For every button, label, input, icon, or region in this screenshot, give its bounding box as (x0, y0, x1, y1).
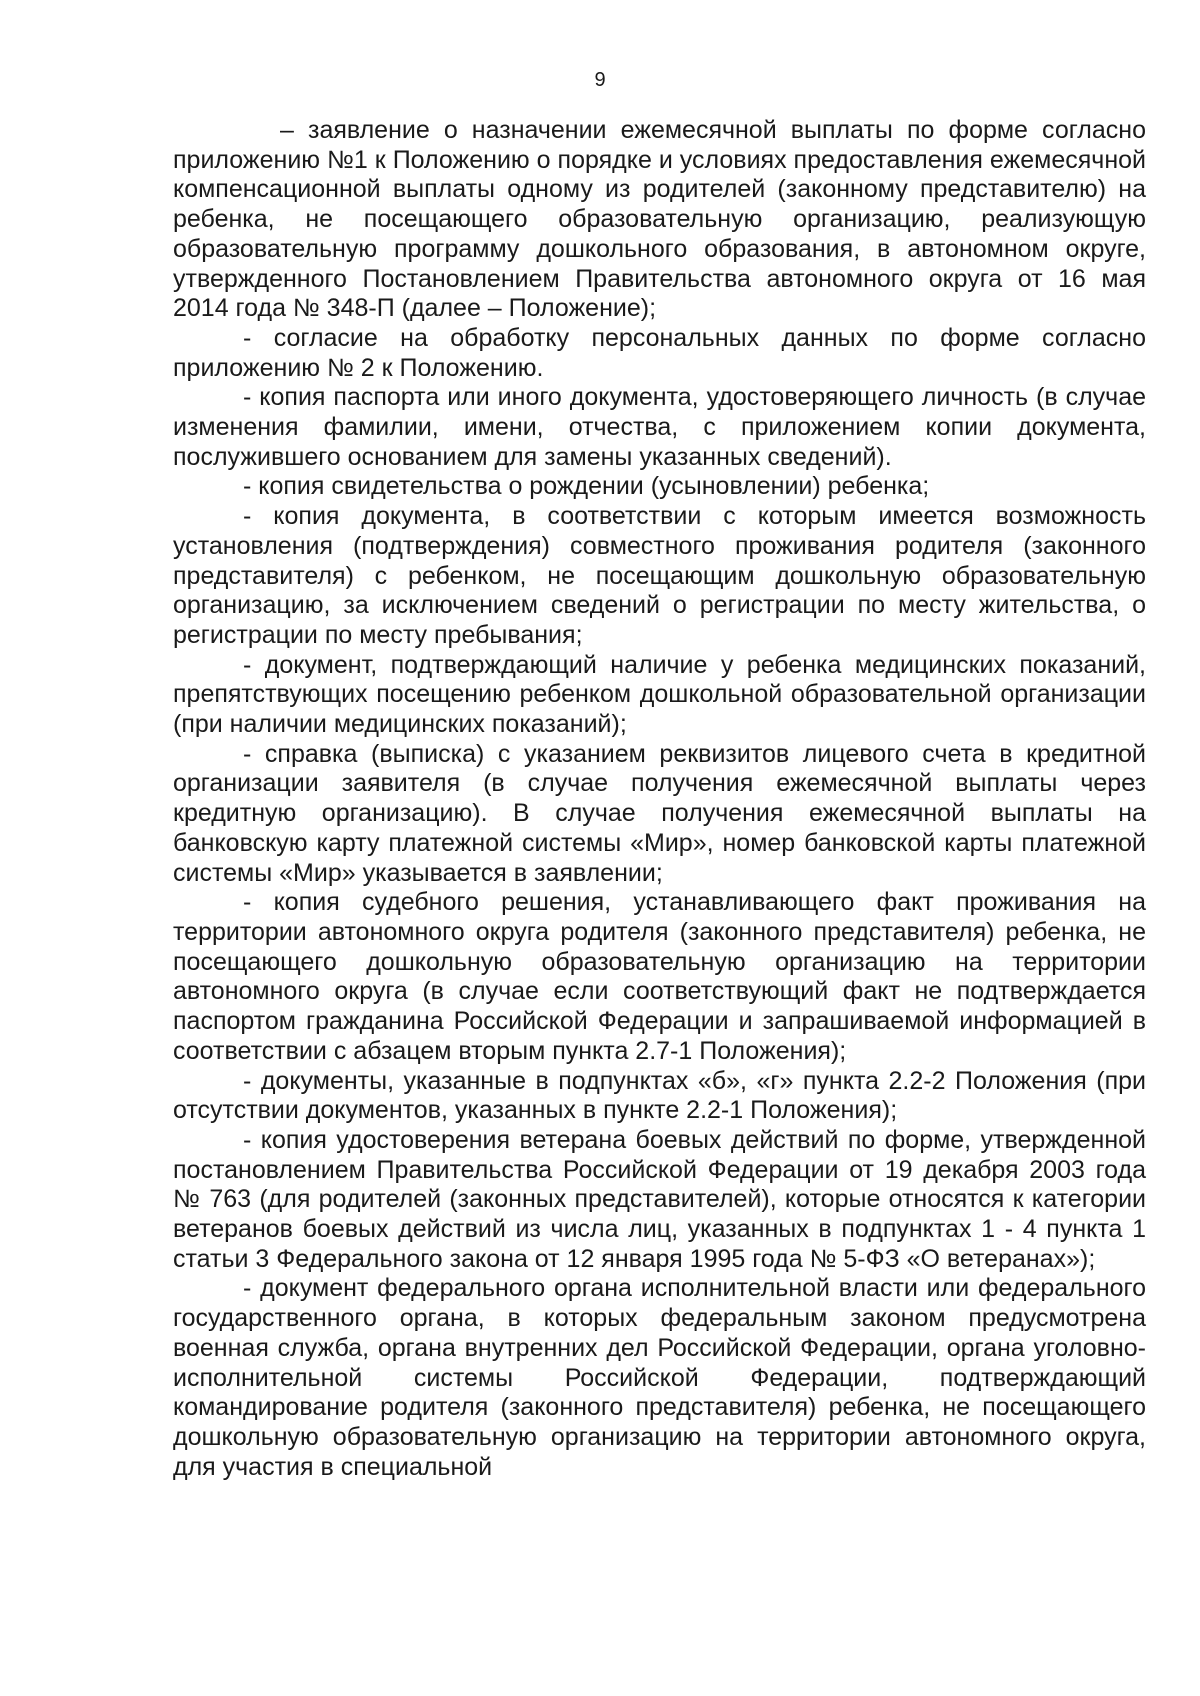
paragraph-veteran-certificate: - копия удостоверения ветерана боевых действий по форме, утвержденной постановлением Правительства Российской Федерации от 19 декабря 2003 года № 763 (для родителей (законных представителей), которые относятся к категории ветеранов боевых действий из числа лиц, указанных в подпунктах 1 - 4 пункта 1 статьи 3 Федерального закона от 12 января 1995 года № 5-ФЗ «О ветеранах»); (173, 1125, 1146, 1273)
paragraph-court-decision: - копия судебного решения, устанавливающего факт проживания на территории автономного округа родителя (законного представителя) ребенка, не посещающего дошкольную образовательную организацию на территории автономного округа (в случае если соответствующий факт не подтверждается паспортом гражданина Российской Федерации и запрашиваемой информацией в соответствии с абзацем вторым пункта 2.7-1 Положения); (173, 888, 1146, 1065)
paragraph-federal-authority-document: - документ федерального органа исполнительной власти или федерального государственного органа, в которых федеральным законом предусмотрена военная служба, органа внутренних дел Российской Федерации, органа уголовно-исполнительной системы Российской Федерации, подтверждающий командирование родителя (законного представителя) ребенка, не посещающего дошкольную образовательную организацию на территории автономного округа, для участия в специальной (173, 1274, 1146, 1481)
paragraph-medical-indications: - документ, подтверждающий наличие у ребенка медицинских показаний, препятствующих посещению ребенком дошкольной образовательной организации (при наличии медицинских показаний); (173, 650, 1146, 739)
paragraph-bank-statement: - справка (выписка) с указанием реквизитов лицевого счета в кредитной организации заявителя (в случае получения ежемесячной выплаты через кредитную организацию). В случае получения ежемесячной выплаты на банковскую карту платежной системы «Мир», номер банковской карты платежной системы «Мир» указывается в заявлении; (173, 739, 1146, 887)
paragraph-personal-data-consent: - согласие на обработку персональных данных по форме согласно приложению № 2 к Положению. (173, 323, 1146, 382)
document-body (173, 116, 1146, 1482)
paragraph-application-form: – заявление о назначении ежемесячной выплаты по форме согласно приложению №1 к Положению о порядке и условиях предоставления ежемесячной компенсационной выплаты одному из родителей (законному представителю) на ребенка, не посещающего образовательную организацию, реализующую образовательную программу дошкольного образования, в автономном округе, утвержденного Постановлением Правительства автономного округа от 16 мая 2014 года № 348-П (далее – Положение); (173, 116, 1146, 323)
paragraph-birth-certificate: - копия свидетельства о рождении (усыновлении) ребенка; (243, 472, 930, 501)
paragraph-cohabitation-document: - копия документа, в соответствии с которым имеется возможность установления (подтверждения) совместного проживания родителя (законного представителя) с ребенком, не посещающим дошкольную образовательную организацию, за исключением сведений о регистрации по месту жительства, о регистрации по месту пребывания; (173, 502, 1146, 649)
paragraph-subclause-documents: - документы, указанные в подпунктах «б», «г» пункта 2.2-2 Положения (при отсутствии документов, указанных в пункте 2.2-1 Положения); (173, 1066, 1146, 1125)
page-number: 9 (594, 69, 606, 91)
paragraph-passport-copy: - копия паспорта или иного документа, удостоверяющего личность (в случае изменения фамилии, имени, отчества, с приложением копии документа, послужившего основанием для замены указанных сведений). (173, 383, 1146, 471)
